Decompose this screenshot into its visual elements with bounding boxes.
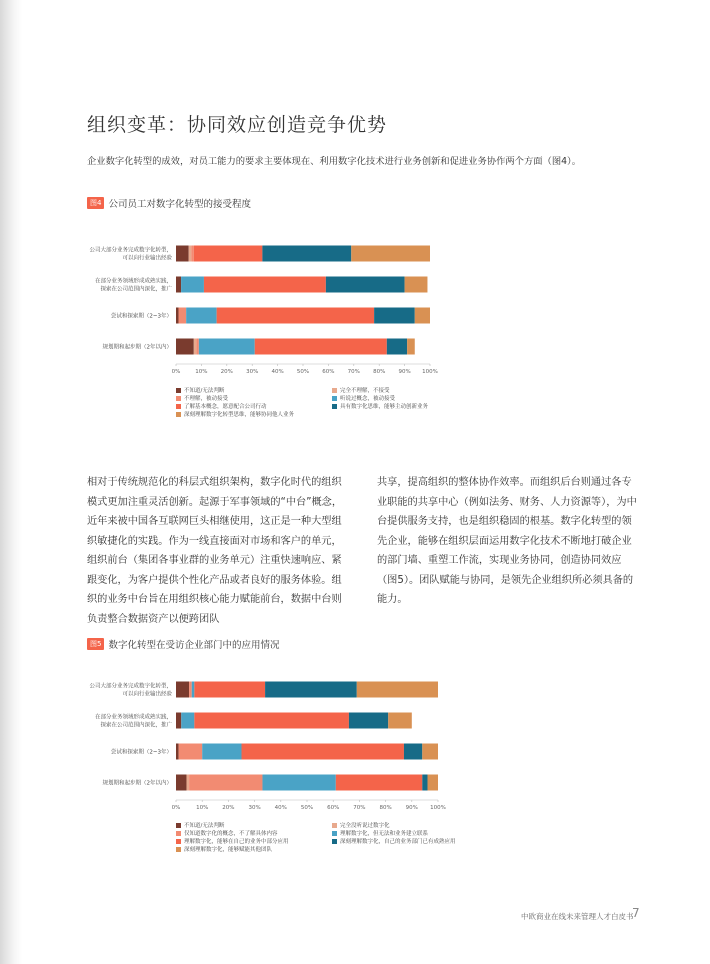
legend-swatch: [332, 388, 337, 393]
x-tick-label: 70%: [353, 805, 366, 811]
bar-segment: [186, 308, 216, 324]
bar-segment: [179, 744, 203, 760]
bar-segment: [189, 775, 262, 791]
bar-segment: [404, 744, 422, 760]
bar-segment: [199, 339, 255, 355]
bar-segment: [387, 339, 407, 355]
category-label: 探索在公司范围内深化，推广: [100, 286, 172, 293]
category-label: 公司大部分业务完成数字化转型，: [89, 247, 172, 254]
bar-segment: [202, 744, 241, 760]
category-label: 在部分业务领域形成成熟实践，: [94, 714, 172, 721]
bar-segment: [351, 246, 430, 262]
bar-segment: [422, 744, 438, 760]
figure4-title: 公司员工对数字化转型的接受程度: [108, 199, 251, 210]
legend-label: 不知道/无法判断: [184, 388, 225, 394]
bar-segment: [186, 775, 189, 791]
category-label: 可以向行业输出经验: [122, 255, 172, 262]
bar-segment: [176, 744, 179, 760]
category-label: 规划期和起步期（2年以内）: [102, 780, 172, 787]
legend-label: 深刻理解数字化转型思维，能够协同他人业务: [184, 412, 295, 418]
x-tick-label: 90%: [398, 369, 411, 375]
bar-segment: [181, 713, 194, 729]
x-tick-label: 10%: [196, 805, 209, 811]
bar-segment: [217, 308, 374, 324]
bar-segment: [388, 713, 412, 729]
x-tick-label: 100%: [430, 805, 446, 811]
legend-swatch: [176, 847, 181, 852]
legend-item: [332, 829, 428, 837]
bar-segment: [191, 246, 194, 262]
intro-paragraph: 企业数字化转型的成效，对员工能力的要求主要体现在、利用数字化技术进行业务创新和促进业务协作两个方面（图4）。: [87, 156, 582, 167]
bar-segment: [204, 277, 326, 293]
legend-label: 听说过概念，被动接受: [340, 396, 396, 402]
bar-segment: [181, 277, 204, 293]
x-tick-label: 80%: [373, 369, 386, 375]
legend-swatch: [176, 839, 181, 844]
bar-segment: [176, 339, 194, 355]
legend-label: 仅知道数字化的概念，不了解具体内容: [184, 831, 278, 837]
figure4-tag: 图4: [87, 197, 104, 209]
footer-title: 中欧商业在线未来管理人才白皮书: [521, 912, 634, 921]
bar-segment: [349, 713, 388, 729]
figure4-svg: [80, 232, 440, 382]
category-label: 尝试和探索期（2~3年）: [110, 313, 172, 320]
bar-segment: [194, 713, 349, 729]
bar-segment: [176, 713, 181, 729]
bar-segment: [176, 246, 189, 262]
legend-item: [176, 386, 224, 394]
bar-segment: [415, 308, 430, 324]
bar-segment: [176, 308, 179, 324]
legend-swatch: [332, 823, 337, 828]
bar-segment: [262, 775, 335, 791]
category-label: 探索在公司范围内深化，推广: [100, 722, 172, 729]
x-tick-label: 30%: [246, 369, 259, 375]
bar-segment: [189, 246, 192, 262]
x-tick-label: 90%: [405, 805, 418, 811]
x-tick-label: 10%: [195, 369, 208, 375]
legend-swatch: [332, 831, 337, 836]
legend-swatch: [176, 831, 181, 836]
legend-swatch: [176, 823, 181, 828]
bar-segment: [357, 682, 438, 698]
legend-item: [332, 386, 390, 394]
x-tick-label: 20%: [222, 805, 235, 811]
x-tick-label: 60%: [322, 369, 335, 375]
bar-segment: [189, 682, 192, 698]
category-label: 规划期和起步期（2年以内）: [102, 344, 172, 351]
legend-item: [332, 402, 428, 410]
category-label: 在部分业务领域形成成熟实践，: [94, 278, 172, 285]
bar-segment: [262, 246, 351, 262]
legend-swatch: [176, 388, 181, 393]
page-title: 组织变革：协同效应创造竞争优势: [87, 114, 388, 136]
bar-segment: [326, 277, 405, 293]
legend-item: [176, 821, 224, 829]
x-tick-label: 50%: [300, 805, 314, 811]
category-label: 可以向行业输出经验: [122, 691, 172, 698]
x-tick-label: 100%: [422, 369, 438, 375]
bar-segment: [265, 682, 357, 698]
legend-label: 不知道/无法判断: [184, 823, 225, 829]
legend-label: 具有数字化思维，能够主动创新业务: [340, 404, 429, 410]
bar-segment: [194, 682, 265, 698]
bar-segment: [194, 246, 263, 262]
legend-item: [176, 845, 272, 853]
bar-segment: [179, 308, 187, 324]
bar-segment: [407, 339, 415, 355]
page-edge-shadow: [0, 0, 22, 964]
legend-item: [332, 837, 456, 845]
legend-item: [332, 821, 390, 829]
bar-segment: [255, 339, 387, 355]
legend-label: 了解基本概念，愿意配合公司行动: [184, 404, 267, 410]
legend-swatch: [332, 839, 337, 844]
legend-label: 完全没听说过数字化: [340, 823, 390, 829]
bar-segment: [374, 308, 415, 324]
legend-swatch: [332, 396, 337, 401]
figure5-title: 数字化转型在受访企业部门中的应用情况: [108, 640, 280, 651]
bar-segment: [176, 277, 181, 293]
bar-segment: [242, 744, 404, 760]
legend-item: [176, 829, 278, 837]
legend-swatch: [176, 396, 181, 401]
legend-label: 不理解，被动接受: [184, 396, 229, 402]
x-tick-label: 50%: [296, 369, 310, 375]
x-tick-label: 0%: [171, 805, 181, 811]
figure5-svg: [80, 668, 446, 818]
legend-label: 深刻理解数字化，能够赋能其他团队: [184, 847, 273, 853]
bar-segment: [176, 775, 186, 791]
legend-item: [176, 402, 267, 410]
bar-segment: [194, 339, 197, 355]
legend-item: [332, 394, 395, 402]
legend-label: 深刻理解数字化，自己的业务部门已有成熟应用: [340, 839, 456, 845]
category-label: 尝试和探索期（2~3年）: [110, 749, 172, 756]
bar-segment: [428, 775, 438, 791]
figure5-tag: 图5: [87, 638, 104, 650]
page-number: 7: [632, 906, 640, 920]
bar-segment: [405, 277, 428, 293]
bar-segment: [196, 339, 199, 355]
legend-swatch: [176, 404, 181, 409]
x-tick-label: 80%: [379, 805, 392, 811]
x-tick-label: 40%: [274, 805, 287, 811]
legend-swatch: [332, 404, 337, 409]
x-tick-label: 0%: [171, 369, 181, 375]
x-tick-label: 30%: [248, 805, 261, 811]
legend-item: [176, 837, 289, 845]
figure5-header: [87, 637, 279, 651]
legend-item: [176, 394, 228, 402]
bar-segment: [192, 682, 195, 698]
legend-label: 完全不理解，不接受: [340, 388, 390, 394]
bar-segment: [336, 775, 422, 791]
category-label: 公司大部分业务完成数字化转型，: [89, 683, 172, 690]
body-text-right: 共享，提高组织的整体协作效率。而组织后台则通过各专业职能的共享中心（例如法务、财务、人力资源等），为中台提供服务支持，也是组织稳固的根基。数字化转型的领先企业，能够在组织层面运用数字化技术不断地打破企业的部门墙、重塑工作流，实现业务协同，创造协同效应（图5）。团队赋能与协同，是领先企业组织所必须具备的能力。: [377, 477, 637, 605]
legend-label: 理解数字化，但无法和业务建立联系: [340, 831, 429, 837]
x-tick-label: 20%: [220, 369, 233, 375]
x-tick-label: 40%: [271, 369, 284, 375]
legend-label: 理解数字化，能够在自己的业务中部分应用: [184, 839, 289, 845]
legend-swatch: [176, 412, 181, 417]
bar-segment: [176, 682, 189, 698]
x-tick-label: 70%: [347, 369, 360, 375]
body-text-left: 相对于传统规范化的科层式组织架构，数字化时代的组织模式更加注重灵活创新。起源于军事领域的“中台”概念，近年来被中国各互联网巨头相继使用，这正是一种大型组织敏捷化的实践。作为一线直接面对市场和客户的单元，组织前台（集团各事业群的业务单元）注重快速响应、紧跟变化，为客户提供个性化产品或者良好的服务体验。组织的业务中台旨在用组织核心能力赋能前台，数据中台则负责整合数据资产以便跨团队: [87, 477, 343, 625]
x-tick-label: 60%: [327, 805, 340, 811]
bar-segment: [422, 775, 427, 791]
figure4-header: [87, 196, 251, 210]
legend-item: [176, 410, 294, 418]
